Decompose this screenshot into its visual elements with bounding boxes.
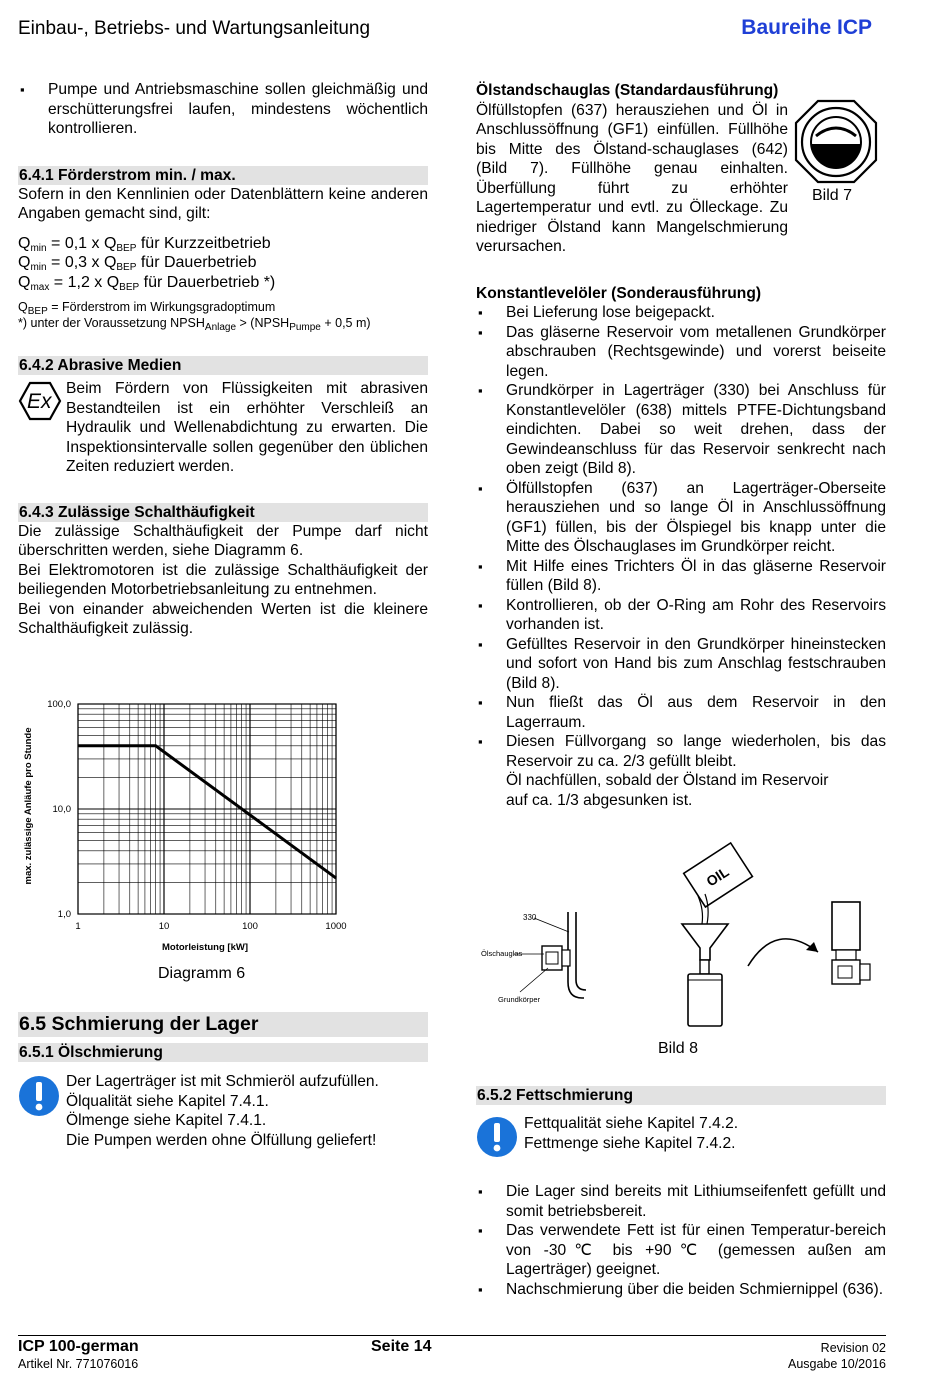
section-643-p1: Die zulässige Schalthäufigkeit der Pumpe darf nicht überschritten werden, siehe Diagramm 6. [18,522,428,559]
kl-item: ▪ Nun fließt das Öl aus dem Reservoir in den Lagerraum. [476,693,886,732]
bild8-caption: Bild 8 [658,1040,699,1057]
grease-item: ▪ Die Lager sind bereits mit Lithiumseifenfett gefüllt und somit betriebsbereit. [476,1182,886,1221]
grease-item: ▪ Nachschmierung über die beiden Schmiernippel (636). [476,1280,886,1300]
x-tick-label: 100 [242,921,258,932]
kl-item: ▪ Gefülltes Reservoir in den Grundkörper hineinstecken und sofort von Hand bis zum Anschlag festschrauben (Bild 8). [476,635,886,694]
y-tick-label: 1,0 [57,909,71,920]
formula-qmin-short: $Q_{min} = 0,1$ x $Q_{BEP}$ für Kurzzeitbetrieb [18,234,271,254]
left-column-bottom [18,1012,428,1150]
kl-item: ▪ Ölfüllstopfen (637) an Lagerträger-Oberseite herausziehen und so lange Öl in Anschlussöffnung (GF1) füllen, bis der Ölspiegel bis knapp unter die Mitte des Ölschauglases im Grundkörper reicht. [476,479,886,557]
kl-refill-line2: auf ca. 1/3 abgesunken ist. [506,791,693,809]
section-652-title: 6.5.2 Fettschmierung [476,1086,886,1105]
footer-rule [18,1335,886,1336]
header-series: Baureihe ICP [741,16,872,39]
section-651-title: 6.5.1 Ölschmierung [18,1043,428,1062]
section-65-title: 6.5 Schmierung der Lager [18,1012,428,1037]
grease-block [476,1114,886,1162]
abrasive-block [18,379,428,477]
section-641-text: Sofern in den Kennlinien oder Datenblättern keine anderen Angaben gemacht sind, gilt: [18,185,428,222]
kl-item: ▪ Kontrollieren, ob der O-Ring am Rohr des Reservoirs vorhanden ist. [476,596,886,635]
kl-item: ▪ Mit Hilfe eines Trichters Öl in das gläserne Reservoir füllen (Bild 8). [476,557,886,596]
footer-page: Seite 14 [371,1338,432,1355]
section-643-p2: Bei Elektromotoren ist die zulässige Schalthäufigkeit der beiliegenden Motorbetriebsanleitung zu entnehmen. [18,561,428,598]
bild7-caption: Bild 7 [812,187,853,204]
label-oelschauglas: Ölschauglas [481,949,523,958]
footer-edition: Ausgabe 10/2016 [787,1357,886,1371]
oil-sight-glass-icon [792,98,880,186]
intro-bullet: ▪ Pumpe und Antriebsmaschine sollen gleichmäßig und erschütterungsfrei laufen, mindestens wöchentlich kontrollieren. [18,80,428,139]
kl-item: ▪ Grundkörper in Lagerträger (330) bei Anschluss für Konstantlevelöler (638) mittels PTFE-Dichtungsband eindichten. Dabei so weit drehen, dass der Gewindeanschluss für das Reservoir senkrecht nach oben zeigt (Bild 8). [476,381,886,479]
right-column-bottom [476,1086,886,1299]
grease-list [476,1182,886,1299]
section-642-title: 6.4.2 Abrasive Medien [18,356,428,375]
oelschauglas-text: Ölfüllstopfen (637) herausziehen und Öl in Anschlussöffnung (GF1) einfüllen. Füllhöhe bis Mitte des Ölstand-schauglases (642) (Bild 7). Füllhöhe genau einhalten. Überfüllung führt zu erhöhter Lagertemperatur und evtl. zu Ölleckage. Zu niedriger Ölstand kann Mangelschmierung verursachen. [476,101,788,255]
grease-item: ▪ Das verwendete Fett ist für einen Temperatur-bereich von -30℃ bis +90℃ (gemessen außen am Lagerträger) geeignet. [476,1221,886,1280]
bild8-illustration [476,840,886,1040]
x-tick-label: 1000 [325,921,347,932]
y-tick-label: 100,0 [47,699,71,710]
info-icon [18,1075,60,1123]
note-npsh: *) unter der Voraussetzung $NPSH_{Anlage}$ > ($NPSH_{Pumpe} + 0,5$ m) [18,316,371,333]
oil-lubrication-block [18,1072,428,1150]
kl-refill-line1: Öl nachfüllen, sobald der Ölstand im Reservoir [506,772,829,789]
note-qbep: $Q_{BEP}$ = Förderstrom im Wirkungsgradoptimum [18,300,276,317]
footer-doc: ICP 100-german [18,1338,139,1355]
footer-article: Artikel Nr. 771076016 [18,1357,139,1371]
oelschauglas-title: Ölstandschauglas (Standardausführung) [476,82,779,99]
chart-series-line [78,746,336,878]
section-643-p3: Bei von einander abweichenden Werten ist die kleinere Schalthäufigkeit zulässig. [18,600,428,637]
section-643-title: 6.4.3 Zulässige Schalthäufigkeit [18,503,428,522]
kl-item: ▪ Das gläserne Reservoir vom metallenen Grundkörper abschrauben (Rechtsgewinde) und vorerst beiseite legen. [476,323,886,382]
label-330: 330 [523,913,537,922]
oil-can-label: OIL [703,863,732,890]
x-tick-label: 1 [75,921,81,932]
svg-text:Ex: Ex [27,390,52,413]
chart-ylabel: max. zulässige Anläufe pro Stunde [23,727,34,885]
section-642-text: Beim Fördern von Flüssigkeiten mit abrasiven Bestandteilen ist ein erhöhter Verschleiß an Hydraulik und Wellenabdichtung zu erwarten. Die Inspektionsintervalle sollen gegenüber den üblichen Zeiten reduziert werden. [66,380,428,475]
oil-line: Ölmenge siehe Kapitel 7.4.1. [66,1112,267,1129]
footer-revision: Revision 02 [820,1341,886,1355]
oil-lubrication-lines [18,1072,428,1150]
kl-item: ▪ Diesen Füllvorgang so lange wiederholen, bis das Reservoir zu ca. 2/3 gefüllt bleibt. [476,732,886,771]
chart-xlabel: Motorleistung [kW] [161,942,249,953]
kl-item: ▪ Bei Lieferung lose beigepackt. [476,303,886,323]
konstantleveloeler-title: Konstantlevelöler (Sonderausführung) [476,284,762,302]
oil-line: Die Pumpen werden ohne Ölfüllung geliefert! [66,1131,377,1149]
grease-line: Fettmenge siehe Kapitel 7.4.2. [524,1134,736,1152]
y-tick-label: 10,0 [52,804,71,815]
diagram-caption: Diagramm 6 [158,965,246,982]
formula-qmin-cont: $Q_{min} = 0,3$ x $Q_{BEP}$ für Dauerbetrieb [18,254,257,273]
ex-warning-icon [18,381,62,427]
header-title: Einbau-, Betriebs- und Wartungsanleitung [18,18,371,39]
oil-line: Ölqualität siehe Kapitel 7.4.1. [66,1092,269,1110]
diagram-6-chart [18,692,428,962]
section-641-title: 6.4.1 Förderstrom min. / max. [18,166,428,185]
grease-lines [476,1114,886,1153]
formula-qmax: $Q_{max} = 1,2$ x $Q_{BEP}$ für Dauerbetrieb *) [18,273,276,293]
grease-line: Fettqualität siehe Kapitel 7.4.2. [524,1115,739,1132]
label-grundkoerper: Grundkörper [498,995,541,1004]
x-tick-label: 10 [158,921,170,932]
oil-line: Der Lagerträger ist mit Schmieröl aufzufüllen. [66,1073,379,1090]
left-column-top [18,80,428,639]
info-icon [476,1116,518,1164]
